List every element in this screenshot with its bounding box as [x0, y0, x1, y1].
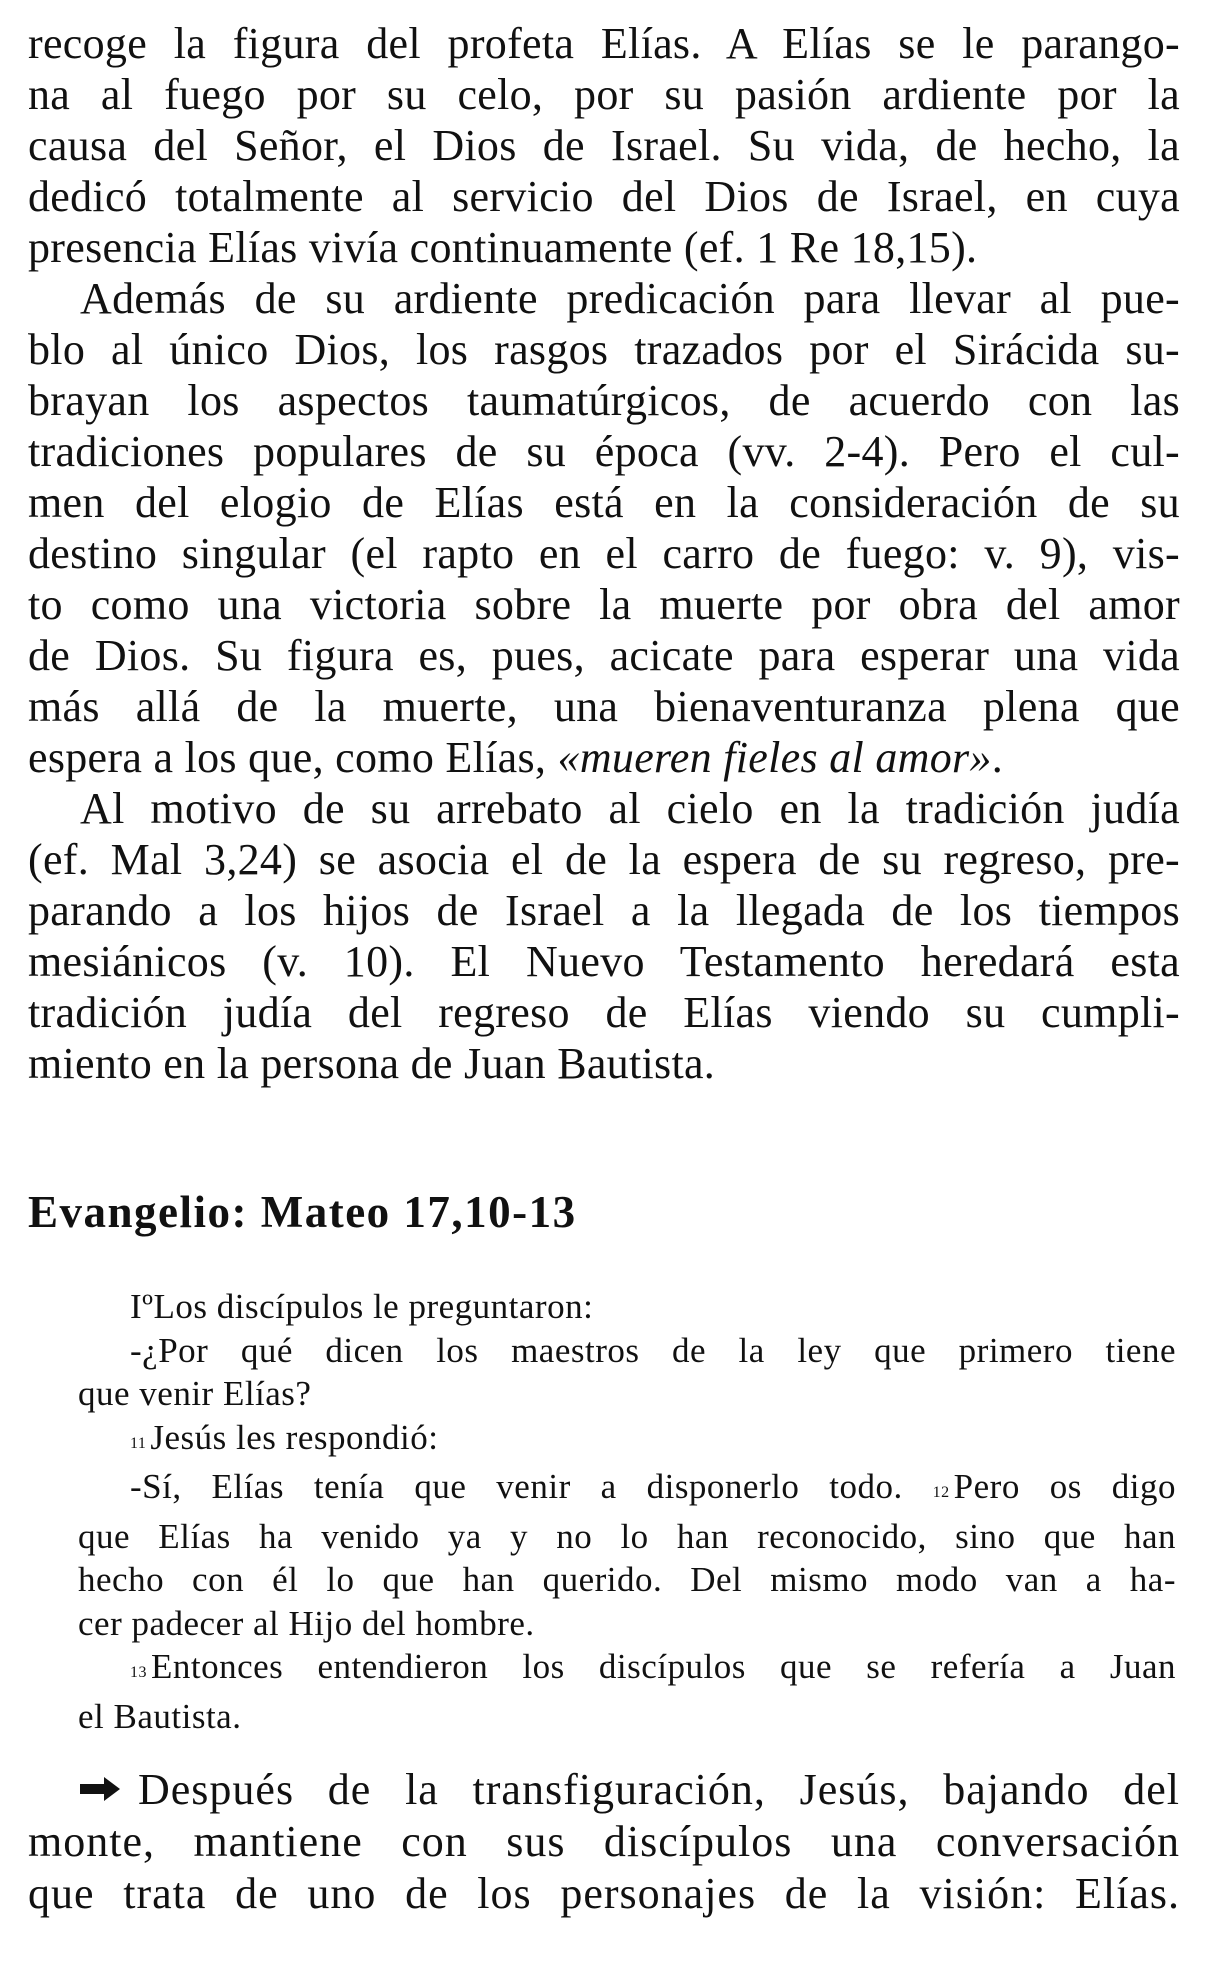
text-line: parando a los hijos de Israel a la llegada de los tiempos	[28, 886, 1180, 935]
paragraph-2	[28, 273, 1180, 783]
verse-line	[78, 1645, 1176, 1695]
section-heading: Evangelio: Mateo 17,10-13	[28, 1187, 577, 1237]
text-line: causa del Señor, el Dios de Israel. Su vida, de hecho, la	[28, 121, 1180, 170]
paragraph-3	[28, 783, 1180, 1089]
verse-line: cer padecer al Hijo del hombre.	[78, 1603, 535, 1643]
text-line: destino singular (el rapto en el carro de fuego: v. 9), vis-	[28, 529, 1180, 578]
verse-line: que venir Elías?	[78, 1374, 312, 1413]
verse-line	[78, 1465, 1176, 1515]
text-line: to como una victoria sobre la muerte por obra del amor	[28, 580, 1180, 629]
text-line: brayan los aspectos taumatúrgicos, de acuerdo con las	[28, 376, 1180, 425]
verse-number: 12	[932, 1484, 950, 1501]
reflection-paragraph	[28, 1764, 1180, 1920]
text-line: dedicó totalmente al servicio del Dios de Israel, en cuya	[28, 172, 1180, 221]
gospel-passage	[78, 1285, 1176, 1738]
verse-line: el Bautista.	[78, 1696, 242, 1736]
text-line: blo al único Dios, los rasgos trazados por el Sirácida su-	[28, 325, 1180, 374]
verse-number: 11	[130, 1434, 147, 1452]
text-line: monte, mantiene con sus discípulos una conversación	[28, 1817, 1180, 1866]
verse-line	[78, 1416, 1176, 1466]
text-line: más allá de la muerte, una bienaventuranza plena que	[28, 682, 1180, 731]
text-line: recoge la figura del profeta Elías. A Elías se le parango-	[28, 19, 1180, 68]
verse-text: -Sí, Elías tenía que venir a disponerlo todo.	[130, 1467, 903, 1506]
right-arrow-icon	[78, 1776, 122, 1802]
verse-text: Jesús les respondió:	[150, 1417, 439, 1457]
text-line: tradición judía del regreso de Elías viendo su cumpli-	[28, 988, 1180, 1037]
text-segment: espera a los que, como Elías,	[28, 733, 558, 782]
text-line: mesiánicos (v. 10). El Nuevo Testamento heredará esta	[28, 937, 1180, 986]
verse-text: Pero os digo	[953, 1467, 1177, 1506]
quote-italic: «mueren fieles al amor»	[557, 733, 992, 782]
text-line: tradiciones populares de su época (vv. 2-4). Pero el cul-	[28, 427, 1180, 476]
text-line	[28, 1764, 1180, 1816]
verse-line: que Elías ha venido ya y no lo han reconocido, sino que han	[78, 1516, 1176, 1556]
verse-line: -¿Por qué dicen los maestros de la ley que primero tiene	[130, 1330, 1176, 1370]
text-segment: Después de la transfiguración, Jesús, bajando del	[138, 1765, 1180, 1814]
text-line: presencia Elías vivía continuamente (ef. 1 Re 18,15).	[28, 223, 978, 272]
text-line: Al motivo de su arrebato al cielo en la tradición judía	[80, 784, 1180, 833]
verse-text: Entonces entendieron los discípulos que se refería a Juan	[151, 1647, 1176, 1686]
text-line	[28, 732, 1180, 783]
verse-number: 13	[130, 1664, 147, 1681]
text-line: na al fuego por su celo, por su pasión ardiente por la	[28, 70, 1180, 119]
text-segment: .	[991, 733, 1004, 782]
commentary-body	[28, 18, 1180, 1089]
verse-line: hecho con él lo que han querido. Del mismo modo van a ha-	[78, 1560, 1176, 1599]
text-line: de Dios. Su figura es, pues, acicate para esperar una vida	[28, 631, 1180, 680]
text-line: miento en la persona de Juan Bautista.	[28, 1039, 716, 1088]
text-line: (ef. Mal 3,24) se asocia el de la espera de su regreso, pre-	[28, 835, 1180, 884]
verse-line: IºLos discípulos le preguntaron:	[130, 1287, 594, 1326]
text-line: men del elogio de Elías está en la consideración de su	[28, 478, 1180, 527]
text-line: que trata de uno de los personajes de la visión: Elías.	[28, 1869, 1180, 1918]
text-line: Además de su ardiente predicación para llevar al pue-	[80, 274, 1180, 323]
paragraph-1	[28, 18, 1180, 273]
